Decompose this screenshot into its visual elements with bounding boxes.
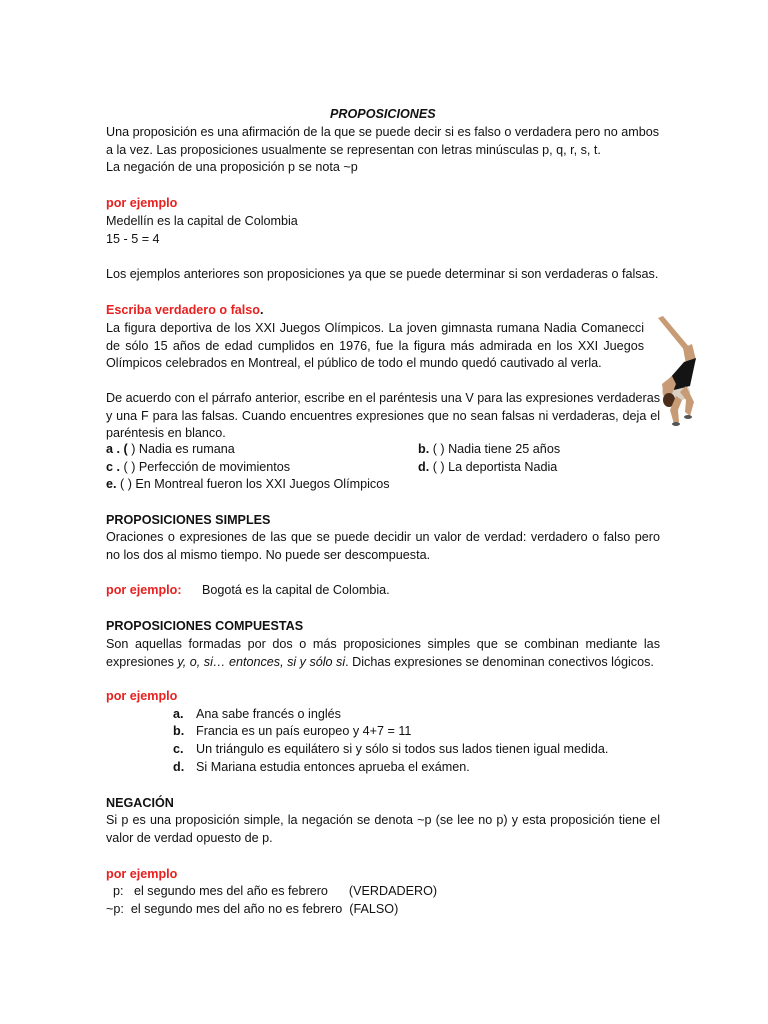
exercise-item-e xyxy=(106,476,390,494)
example-line-2: 15 - 5 = 4 xyxy=(106,232,160,246)
exercise-heading xyxy=(106,302,264,320)
intro-line-1: Una proposición es una afirmación de la que se puede decir si es falso o verdadera pero no ambos xyxy=(106,125,660,139)
compuestas-label-c: c. xyxy=(173,742,184,756)
compuestas-item-c xyxy=(173,741,608,759)
item-label-d: d. xyxy=(418,460,430,474)
negacion-example-line-2: ~p: el segundo mes del año no es febrero (FALSO) xyxy=(106,902,399,916)
example-line-1: Medellín es la capital de Colombia xyxy=(106,214,298,228)
intro-line-3: La negación de una proposición p se nota ~p xyxy=(106,160,358,174)
compuestas-label-a: a. xyxy=(173,707,184,721)
item-label-b: b. xyxy=(418,442,430,456)
compuestas-text-before: Son aquellas formadas por dos o más proposiciones simples que se combinan mediante las expresiones xyxy=(106,637,660,669)
exercise-item-b xyxy=(418,441,560,459)
negacion-example-heading: por ejemplo xyxy=(106,867,178,881)
item-text-b: ( ) Nadia tiene 25 años xyxy=(429,442,561,456)
intro-line-2: a la vez. Las proposiciones usualmente se representan con letras minúsculas p, q, r, s, t. xyxy=(106,143,601,157)
exercise-paragraph: La figura deportiva de los XXI Juegos Olímpicos. La joven gimnasta rumana Nadia Comanecci de sólo 15 años de edad cumplidos en 1976, fue la figura más admirada en los XXI Juegos Olímpicos celebrados en Montreal, el público de todo el mundo quedó cautivado al verla. xyxy=(106,321,644,371)
compuestas-heading: PROPOSICIONES COMPUESTAS xyxy=(106,619,304,633)
compuestas-item-d xyxy=(173,759,470,777)
simples-heading: PROPOSICIONES SIMPLES xyxy=(106,513,271,527)
compuestas-item-a xyxy=(173,706,341,724)
item-label-e: e. xyxy=(106,477,117,491)
compuestas-item-b xyxy=(173,723,411,741)
negacion-heading: NEGACIÓN xyxy=(106,796,174,810)
item-text-e: ( ) En Montreal fueron los XXI Juegos Olímpicos xyxy=(116,477,390,491)
negacion-example-line-1: p: el segundo mes del año es febrero (VERDADERO) xyxy=(106,884,438,898)
compuestas-text-b: Francia es un país europeo y 4+7 = 11 xyxy=(196,724,412,738)
compuestas-text-a: Ana sabe francés o inglés xyxy=(196,707,341,721)
simples-text: Oraciones o expresiones de las que se puede decidir un valor de verdad: verdadero o falso pero no los dos al mismo tiempo. No puede ser descompuesta. xyxy=(106,530,660,562)
compuestas-text-d: Si Mariana estudia entonces aprueba el exámen. xyxy=(196,760,470,774)
exercise-item-a xyxy=(106,441,235,459)
exercise-heading-dot: . xyxy=(260,303,264,317)
exercise-instructions: De acuerdo con el párrafo anterior, escribe en el paréntesis una V para las expresiones verdaderas y una F para las falsas. Cuando encuentres expresiones que no sean falsas ni verdaderas, deja el paréntesis en blanco. xyxy=(106,391,660,441)
simples-example-text: Bogotá es la capital de Colombia. xyxy=(202,583,390,597)
compuestas-text xyxy=(106,636,660,671)
example-note: Los ejemplos anteriores son proposiciones ya que se puede determinar si son verdaderas o falsas. xyxy=(106,267,659,281)
exercise-item-d xyxy=(418,459,557,477)
page-title: PROPOSICIONES xyxy=(330,107,436,121)
item-text-c: ( ) Perfección de movimientos xyxy=(120,460,291,474)
item-text-d: ( ) La deportista Nadia xyxy=(429,460,558,474)
exercise-item-c xyxy=(106,459,290,477)
compuestas-example-heading: por ejemplo xyxy=(106,689,178,703)
example-heading-1: por ejemplo xyxy=(106,196,178,210)
exercise-heading-text: Escriba verdadero o falso xyxy=(106,303,260,317)
item-text-a: ) Nadia es rumana xyxy=(127,442,235,456)
negacion-text: Si p es una proposición simple, la negación se denota ~p (se lee no p) y esta proposición tiene el valor de verdad opuesto de p. xyxy=(106,813,660,845)
item-label-c: c . xyxy=(106,460,121,474)
compuestas-text-after: . Dichas expresiones se denominan conectivos lógicos. xyxy=(345,654,654,669)
compuestas-label-d: d. xyxy=(173,760,185,774)
compuestas-text-c: Un triángulo es equilátero si y sólo si todos sus lados tienen igual medida. xyxy=(196,742,609,756)
compuestas-connectives: y, o, si… entonces, si y sólo si xyxy=(177,654,346,669)
simples-example-label: por ejemplo: xyxy=(106,583,182,597)
compuestas-label-b: b. xyxy=(173,724,185,738)
item-label-a: a . ( xyxy=(106,442,128,456)
